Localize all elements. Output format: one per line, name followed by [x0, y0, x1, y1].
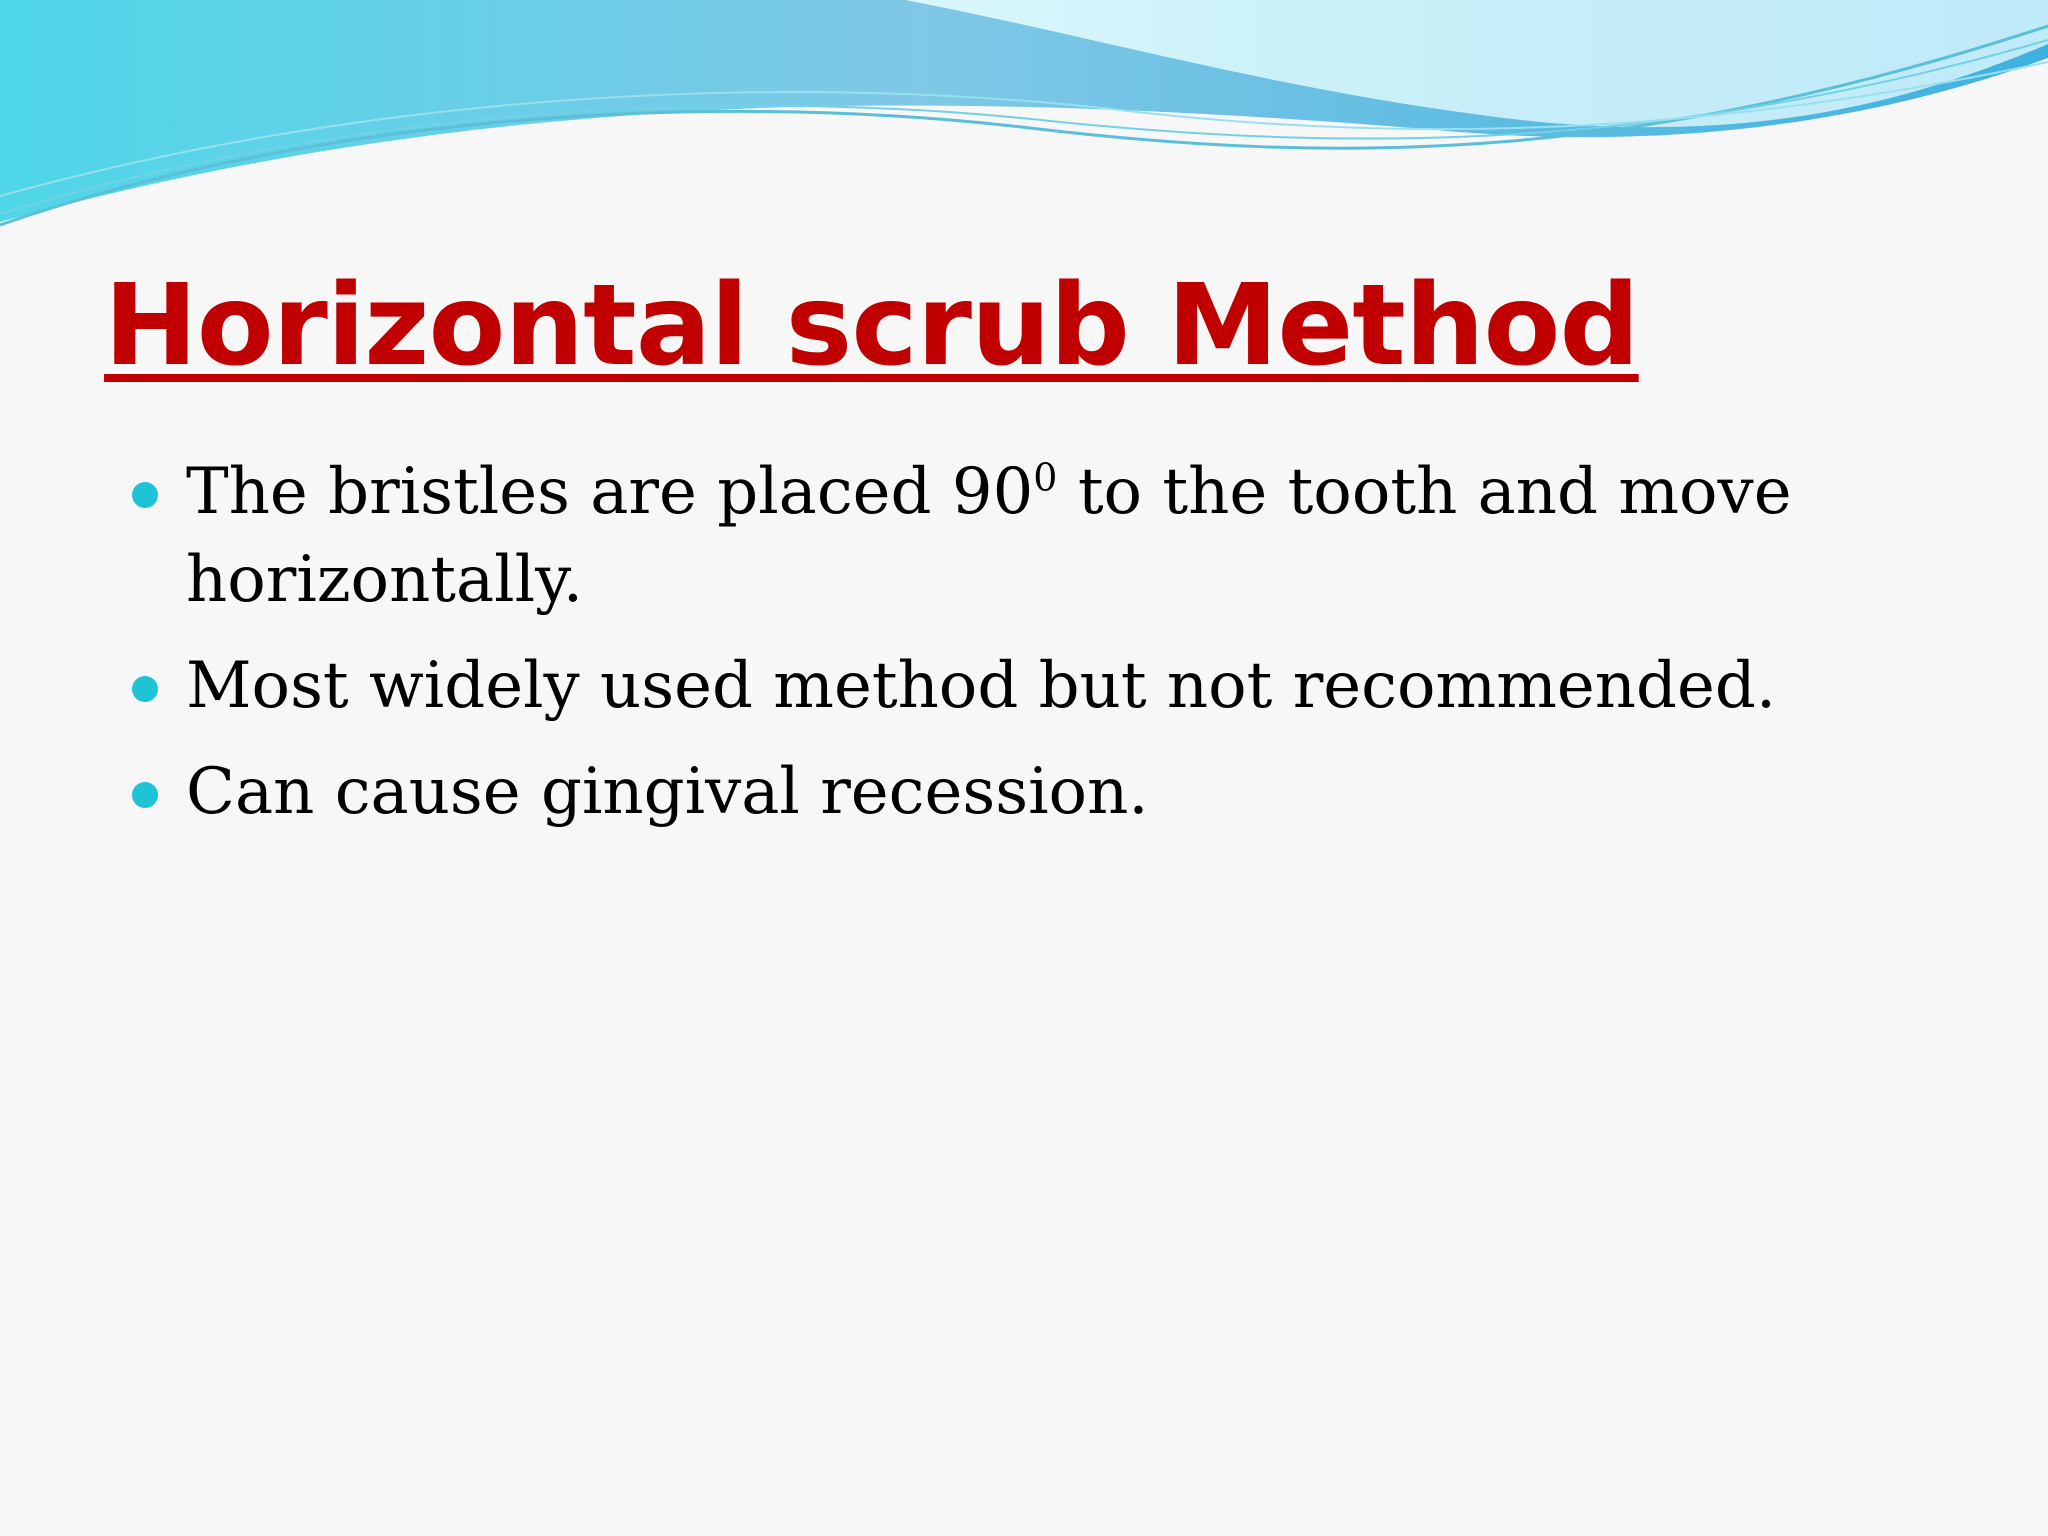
- bullet-1-text-before: The bristles are placed 90: [186, 455, 1034, 529]
- bullet-dot-icon: [132, 482, 158, 508]
- header-wave-decoration: [0, 0, 2048, 240]
- bullet-1-superscript: 0: [1033, 455, 1058, 500]
- slide-title: Horizontal scrub Method: [104, 261, 1639, 391]
- bullet-item-2: [126, 642, 1946, 730]
- bullet-1-text-after: to the tooth and move horizontally.: [186, 455, 1792, 617]
- bullet-item-1: [126, 448, 1946, 624]
- bullet-2-text: Most widely used method but not recommended.: [186, 649, 1777, 723]
- bullet-dot-icon: [132, 676, 158, 702]
- bullet-item-3: [126, 748, 1946, 836]
- bullet-dot-icon: [132, 782, 158, 808]
- bullet-list: [126, 448, 1946, 854]
- bullet-3-text: Can cause gingival recession.: [186, 755, 1149, 829]
